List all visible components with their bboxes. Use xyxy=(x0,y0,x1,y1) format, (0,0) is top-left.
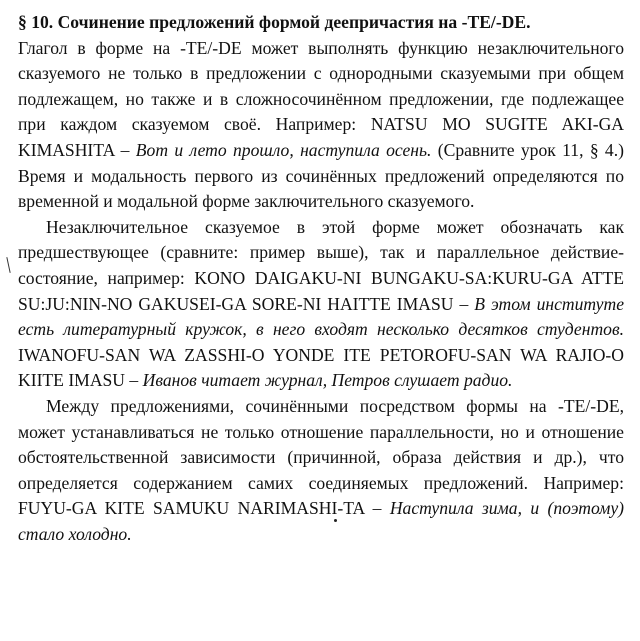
paragraph-2 xyxy=(18,215,624,394)
paragraph-2-text-c: IWANOFU-SAN WA ZASSHI-O YONDE ITE PETOROFU-SAN WA RAJIO-O KIITE IMASU – xyxy=(18,344,624,391)
paragraph-3-text-a: Между предложениями, сочинёнными посредством формы на -TE/-DE, может устанавливаться не только отношение параллельности, но и отношение обстоятельственной зависимости (причинной, образа действия и др.), что определяется содержанием самих соединяемых предложений. Например: FUYU-GA KITE SAMUKU NARIMASHI-TA – xyxy=(18,395,624,519)
paragraph-3 xyxy=(18,394,624,548)
document-page xyxy=(18,10,624,547)
paragraph-1-text-c: (Сравните урок 11, § 4.) Время и модальность первого из сочинённых предложений определяются по временной и модальной форме заключительного сказуемого. xyxy=(18,139,624,212)
margin-pencil-mark xyxy=(6,257,10,273)
paragraph-2-text-a: Незаключительное сказуемое в этой форме может обозначать как предшествующее (сравните: пример выше), так и параллельное действие-состояние, например: KONO DAIGAKU-NI BUNGAKU-SA:KURU-GA ATTE SU:JU:NIN-NO GAKUSEI-GA SORE-NI HAITTE IMASU – xyxy=(18,216,624,314)
paragraph-1-translation: Вот и лето прошло, наступила осень. xyxy=(135,139,432,160)
section-heading: § 10. Сочинение предложений формой деепричастия на -TE/-DE. xyxy=(18,12,531,32)
paragraph-2-translation-1: В этом институте есть литературный кружок, в него входят несколько десятков студентов. xyxy=(18,293,624,340)
paragraph-1-text-a: Глагол в форме на -TE/-DE может выполнять функцию незаключительного сказуемого не только в предложении с однородными сказуемыми при общем подлежащем, но также и в сложносочинённом предложении, где подлежащее при каждом сказуемом своё. Например: NATSU MO SUGITE AKI-GA KIMASHITA – xyxy=(18,37,624,160)
paragraph-1 xyxy=(18,36,624,215)
paragraph-3-translation: Наступила зима, и (поэтому) стало холодно. xyxy=(18,498,625,544)
paragraph-2-translation-2: Иванов читает журнал, Петров слушает радио. xyxy=(142,370,513,391)
